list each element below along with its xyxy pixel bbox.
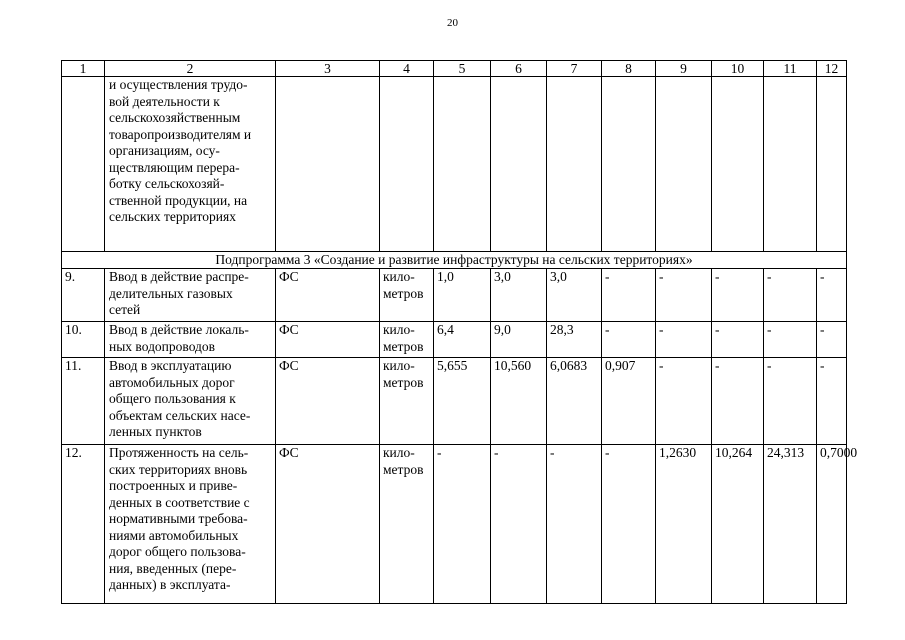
value-cell: - bbox=[712, 322, 764, 358]
page-number: 20 bbox=[447, 17, 458, 29]
value-cell: 10,264 bbox=[712, 445, 764, 604]
source-cell: ФС bbox=[276, 269, 380, 322]
source-cell: ФС bbox=[276, 445, 380, 604]
value-cell: - bbox=[764, 358, 817, 445]
value-cell: 1,0 bbox=[434, 269, 491, 322]
continuation-text: и осуществления трудо- вой деятельности к сельскохозяйственным товаропроизводителям и организациям, осу- ществляющим перера- ботку сельскохозяй- ственной продукции, на сельских территориях bbox=[105, 77, 276, 252]
row-number: 10. bbox=[62, 322, 105, 358]
col-header: 5 bbox=[434, 61, 491, 77]
col-header: 3 bbox=[276, 61, 380, 77]
value-cell: 10,560 bbox=[491, 358, 547, 445]
indicators-table bbox=[61, 60, 858, 604]
row-number: 12. bbox=[62, 445, 105, 604]
value-cell: - bbox=[712, 269, 764, 322]
col-header: 1 bbox=[62, 61, 105, 77]
value-cell: - bbox=[434, 445, 491, 604]
value-cell: 0,7000 bbox=[817, 445, 847, 604]
col-header: 8 bbox=[602, 61, 656, 77]
value-cell: - bbox=[656, 358, 712, 445]
value-cell: - bbox=[602, 269, 656, 322]
value-cell: 6,4 bbox=[434, 322, 491, 358]
value-cell: - bbox=[817, 358, 847, 445]
col-header: 10 bbox=[712, 61, 764, 77]
value-cell: 9,0 bbox=[491, 322, 547, 358]
indicator-name: Ввод в действие распре- делительных газовых сетей bbox=[105, 269, 276, 322]
unit-cell: кило- метров bbox=[380, 322, 434, 358]
value-cell: - bbox=[764, 322, 817, 358]
value-cell: 0,907 bbox=[602, 358, 656, 445]
indicator-name: Протяженность на сель- ских территориях вновь построенных и приве- денных в соответствие с нормативными требова- ниями автомобильных дорог общего пользова- ния, введенных (пере- данных) в эксплуата- bbox=[105, 445, 276, 604]
source-cell: ФС bbox=[276, 358, 380, 445]
value-cell: - bbox=[656, 269, 712, 322]
value-cell: 6,0683 bbox=[547, 358, 602, 445]
table-row bbox=[62, 322, 847, 358]
column-number-row bbox=[62, 61, 847, 77]
unit-cell: кило- метров bbox=[380, 358, 434, 445]
section-row bbox=[62, 252, 847, 269]
table-row bbox=[62, 269, 847, 322]
value-cell: - bbox=[817, 322, 847, 358]
source-cell: ФС bbox=[276, 322, 380, 358]
value-cell: 5,655 bbox=[434, 358, 491, 445]
unit-cell: кило- метров bbox=[380, 269, 434, 322]
table-row-continuation bbox=[62, 77, 847, 252]
value-cell: - bbox=[547, 445, 602, 604]
col-header: 12 bbox=[817, 61, 847, 77]
table-row bbox=[62, 445, 847, 604]
value-cell: 28,3 bbox=[547, 322, 602, 358]
col-header: 7 bbox=[547, 61, 602, 77]
col-header: 2 bbox=[105, 61, 276, 77]
row-number: 9. bbox=[62, 269, 105, 322]
value-cell: - bbox=[712, 358, 764, 445]
value-cell: - bbox=[817, 269, 847, 322]
indicator-name: Ввод в действие локаль- ных водопроводов bbox=[105, 322, 276, 358]
col-header: 9 bbox=[656, 61, 712, 77]
value-cell: 3,0 bbox=[491, 269, 547, 322]
value-cell: 3,0 bbox=[547, 269, 602, 322]
col-header: 4 bbox=[380, 61, 434, 77]
col-header: 11 bbox=[764, 61, 817, 77]
value-cell: - bbox=[491, 445, 547, 604]
row-number: 11. bbox=[62, 358, 105, 445]
value-cell: - bbox=[656, 322, 712, 358]
value-cell: - bbox=[764, 269, 817, 322]
value-cell: 1,2630 bbox=[656, 445, 712, 604]
table-row bbox=[62, 358, 847, 445]
unit-cell: кило- метров bbox=[380, 445, 434, 604]
section-title: Подпрограмма 3 «Создание и развитие инфраструктуры на сельских территориях» bbox=[62, 252, 847, 269]
indicator-name: Ввод в эксплуатацию автомобильных дорог общего пользования к объектам сельских насе- ленных пунктов bbox=[105, 358, 276, 445]
value-cell: - bbox=[602, 322, 656, 358]
value-cell: 24,313 bbox=[764, 445, 817, 604]
col-header: 6 bbox=[491, 61, 547, 77]
value-cell: - bbox=[602, 445, 656, 604]
